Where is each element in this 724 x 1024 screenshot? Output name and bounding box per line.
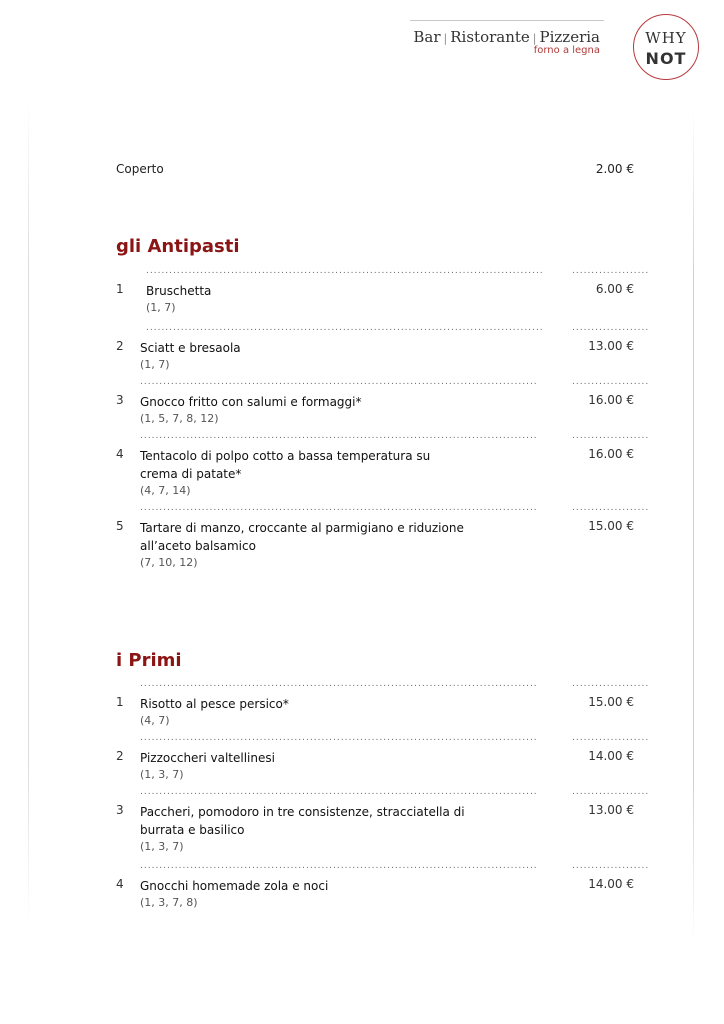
item-price: 6.00 €	[595, 282, 634, 296]
dotted-leader: .......................................................................................................	[140, 733, 538, 743]
coperto-label: Coperto	[116, 162, 164, 176]
dotted-leader: .......................................................................................................	[140, 377, 538, 387]
dotted-leader: ....................	[572, 503, 650, 513]
dotted-leader: ....................	[572, 377, 650, 387]
item-allergens: (4, 7, 14)	[140, 484, 191, 497]
brand-subtitle: forno a legna	[533, 45, 600, 56]
brand-separator: |	[443, 32, 448, 45]
dotted-leader: ....................	[572, 266, 650, 276]
item-number: 2	[116, 749, 124, 763]
item-allergens: (1, 3, 7)	[140, 768, 184, 781]
item-allergens: (4, 7)	[140, 714, 170, 727]
item-name: Pizzoccheri valtellinesi	[140, 751, 275, 765]
section-title-primi: i Primi	[116, 650, 182, 671]
coperto-price: 2.00 €	[595, 162, 634, 176]
item-allergens: (1, 3, 7)	[140, 840, 184, 853]
item-price: 13.00 €	[588, 339, 634, 353]
item-name: Tentacolo di polpo cotto a bassa temperatura su crema di patate*	[140, 449, 431, 481]
dotted-leader: .......................................................................................................	[140, 679, 538, 689]
header-divider	[410, 20, 604, 21]
brand-line	[400, 28, 600, 46]
dotted-leader: ....................	[572, 787, 650, 797]
item-price: 16.00 €	[588, 447, 634, 461]
item-allergens: (1, 7)	[146, 301, 176, 314]
logo-line-2: NOT	[645, 49, 687, 68]
item-number: 3	[116, 803, 124, 817]
item-number: 4	[116, 877, 124, 891]
item-number: 5	[116, 519, 124, 533]
section-title-antipasti: gli Antipasti	[116, 236, 240, 257]
item-allergens: (1, 5, 7, 8, 12)	[140, 412, 219, 425]
item-number: 2	[116, 339, 124, 353]
item-price: 15.00 €	[588, 519, 634, 533]
dotted-leader: .......................................................................................................	[146, 323, 544, 333]
dotted-leader: ....................	[572, 733, 650, 743]
logo-line-1: WHY	[645, 29, 687, 47]
dotted-leader: ....................	[572, 431, 650, 441]
item-price: 16.00 €	[588, 393, 634, 407]
item-allergens: (1, 7)	[140, 358, 170, 371]
page-frame-right	[693, 110, 694, 945]
item-price: 14.00 €	[588, 749, 634, 763]
brand-bar: Bar	[413, 28, 441, 46]
item-name: Paccheri, pomodoro in tre consistenze, stracciatella di burrata e basilico	[140, 805, 465, 837]
item-number: 4	[116, 447, 124, 461]
item-allergens: (7, 10, 12)	[140, 556, 198, 569]
item-name: Bruschetta	[146, 284, 212, 298]
item-name: Tartare di manzo, croccante al parmigiano e riduzione all’aceto balsamico	[140, 521, 464, 553]
page-frame-left	[28, 100, 29, 925]
item-name: Sciatt e bresaola	[140, 341, 241, 355]
dotted-leader: .......................................................................................................	[140, 861, 538, 871]
item-number: 1	[116, 695, 124, 709]
item-price: 15.00 €	[588, 695, 634, 709]
item-number: 3	[116, 393, 124, 407]
dotted-leader: .......................................................................................................	[140, 431, 538, 441]
item-name: Risotto al pesce persico*	[140, 697, 289, 711]
why-not-logo	[633, 14, 699, 80]
item-allergens: (1, 3, 7, 8)	[140, 896, 198, 909]
dotted-leader: .......................................................................................................	[146, 266, 544, 276]
brand-separator: |	[532, 32, 537, 45]
item-number: 1	[116, 282, 124, 296]
dotted-leader: ....................	[572, 323, 650, 333]
brand-pizzeria: Pizzeria	[539, 28, 600, 46]
dotted-leader: ....................	[572, 679, 650, 689]
item-price: 14.00 €	[588, 877, 634, 891]
item-name: Gnocchi homemade zola e noci	[140, 879, 329, 893]
header	[0, 0, 724, 100]
item-price: 13.00 €	[588, 803, 634, 817]
dotted-leader: .......................................................................................................	[140, 787, 538, 797]
item-name: Gnocco fritto con salumi e formaggi*	[140, 395, 362, 409]
brand-ristorante: Ristorante	[450, 28, 530, 46]
dotted-leader: .......................................................................................................	[140, 503, 538, 513]
dotted-leader: ....................	[572, 861, 650, 871]
